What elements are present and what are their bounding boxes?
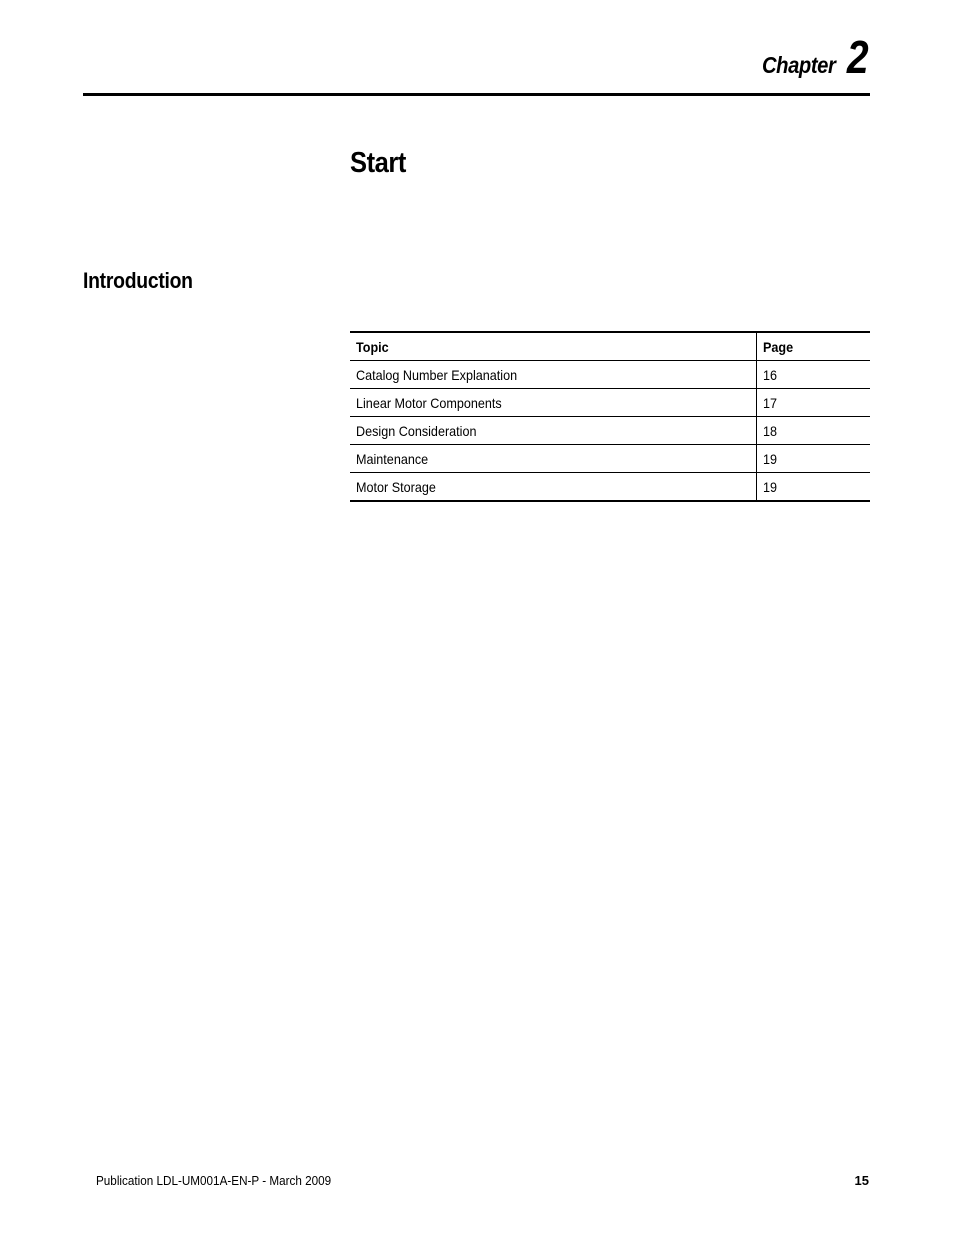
page-title: Start — [350, 147, 406, 179]
column-header-page: Page — [757, 332, 871, 361]
chapter-label: Chapter — [762, 52, 836, 78]
topic-cell: Catalog Number Explanation — [350, 361, 757, 389]
topic-cell: Design Consideration — [350, 417, 757, 445]
table-row — [350, 473, 870, 502]
topic-cell: Linear Motor Components — [350, 389, 757, 417]
chapter-number: 2 — [847, 31, 869, 83]
footer-publication: Publication LDL-UM001A-EN-P - March 2009 — [96, 1173, 332, 1188]
topic-cell: Motor Storage — [350, 473, 757, 502]
footer-page-number: 15 — [854, 1173, 869, 1188]
column-header-topic: Topic — [350, 332, 757, 361]
page-cell: 19 — [757, 445, 871, 473]
topic-cell: Maintenance — [350, 445, 757, 473]
page-cell: 19 — [757, 473, 871, 502]
header-rule — [83, 93, 870, 96]
chapter-header — [752, 31, 869, 83]
table-header-row — [350, 332, 870, 361]
section-heading-introduction: Introduction — [83, 268, 193, 293]
table-row — [350, 445, 870, 473]
page-cell: 18 — [757, 417, 871, 445]
table-row — [350, 389, 870, 417]
topic-table — [350, 331, 870, 502]
table-row — [350, 361, 870, 389]
page-cell: 16 — [757, 361, 871, 389]
table-row — [350, 417, 870, 445]
page-cell: 17 — [757, 389, 871, 417]
